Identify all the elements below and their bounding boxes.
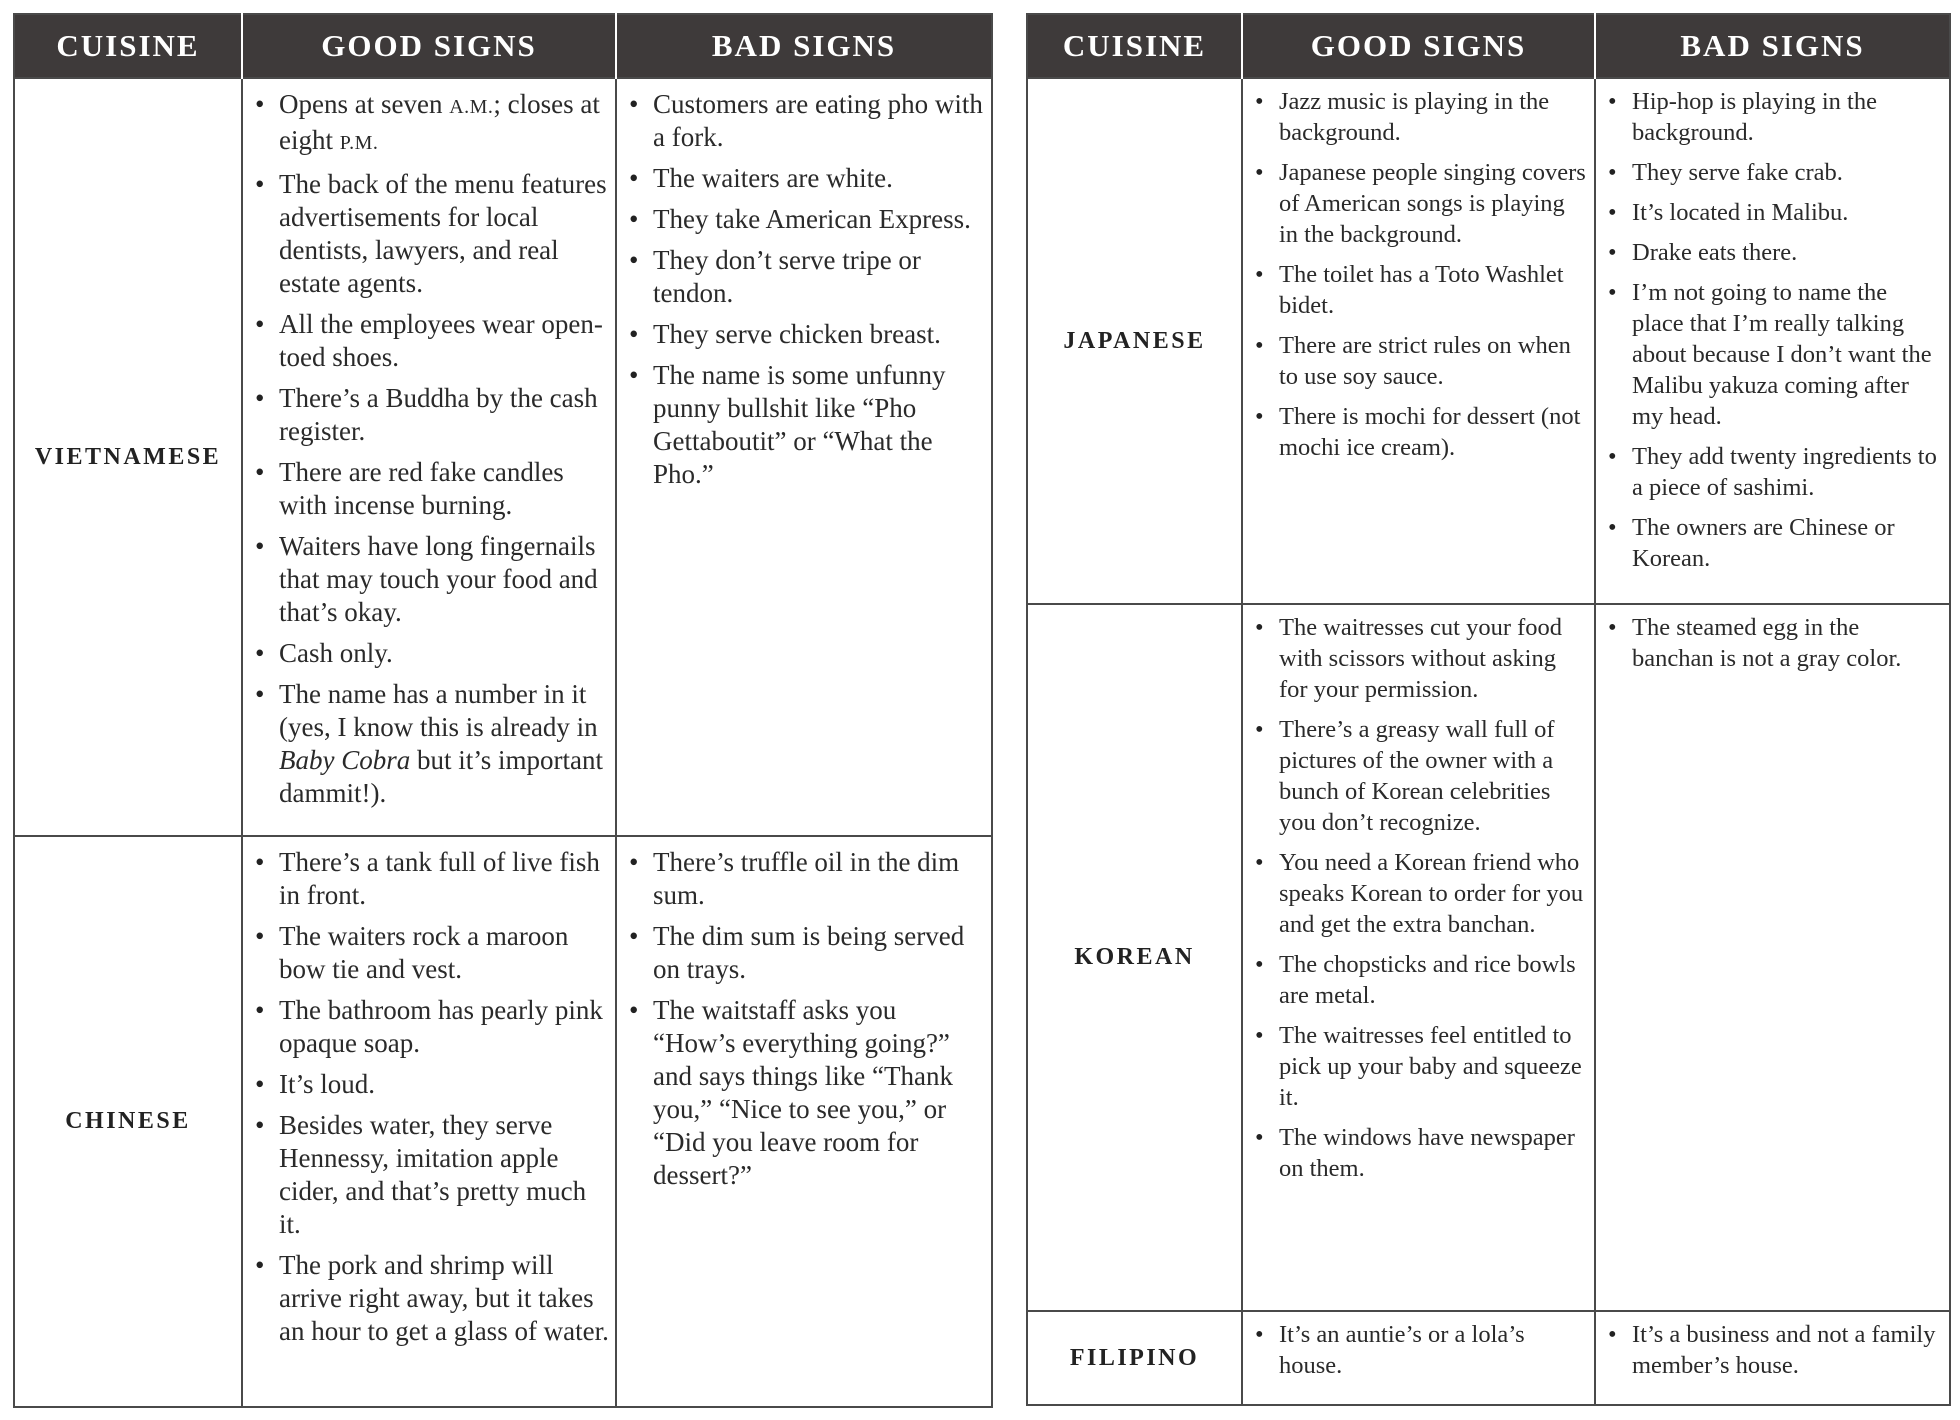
item-text: I’m not going to name the place that I’m really talking about because I don’t want the Malibu yakuza coming after my head. (1632, 279, 1932, 430)
bad-signs-cell (616, 78, 992, 836)
list-item (627, 162, 985, 195)
good-signs-list (1243, 605, 1594, 1184)
good-signs-cell (1242, 78, 1595, 604)
item-text: The dim sum is being served on trays. (653, 921, 965, 984)
list-item (253, 1249, 609, 1348)
header-bad-signs: BAD SIGNS (1595, 14, 1950, 78)
good-signs-list (1243, 1312, 1594, 1381)
item-text: The waitstaff asks you “How’s everything going?” and says things like “Thank you,” “Nice to see you,” or “Did you leave room for dessert?” (653, 995, 953, 1190)
item-text: It’s a business and not a family member’s house. (1632, 1321, 1936, 1379)
list-item (1253, 401, 1588, 463)
good-signs-list (243, 837, 615, 1348)
header-good-signs: GOOD SIGNS (242, 14, 616, 78)
item-text: The toilet has a Toto Washlet bidet. (1279, 261, 1564, 319)
bad-signs-list (1596, 79, 1949, 574)
list-item (1606, 277, 1943, 432)
list-item (253, 1068, 609, 1101)
list-item (1606, 441, 1943, 503)
item-text: There’s a tank full of live fish in front. (279, 847, 600, 910)
header-cuisine: CUISINE (1027, 14, 1242, 78)
list-item (253, 1109, 609, 1241)
list-item (627, 203, 985, 236)
row-vietnamese (14, 78, 992, 836)
good-signs-list (243, 79, 615, 810)
item-text: Besides water, they serve Hennessy, imitation apple cider, and that’s pretty much it. (279, 1110, 587, 1239)
cuisine-cell: KOREAN (1027, 604, 1242, 1311)
item-text: There’s a Buddha by the cash register. (279, 383, 598, 446)
row-chinese (14, 836, 992, 1407)
list-item (627, 359, 985, 491)
list-item (253, 456, 609, 522)
list-item (627, 994, 985, 1192)
list-item (253, 637, 609, 670)
list-item (1606, 612, 1943, 674)
list-item (1606, 86, 1943, 148)
good-signs-cell (1242, 604, 1595, 1311)
item-text: The owners are Chinese or Korean. (1632, 514, 1895, 572)
item-text: They take American Express. (653, 204, 971, 234)
list-item (1606, 512, 1943, 574)
list-item (253, 88, 609, 160)
left-table (13, 13, 993, 1408)
item-text: They add twenty ingredients to a piece of sashimi. (1632, 443, 1937, 501)
item-text: The steamed egg in the banchan is not a gray color. (1632, 614, 1902, 672)
list-item (1606, 197, 1943, 228)
bad-signs-cell (1595, 78, 1950, 604)
item-text: There’s truffle oil in the dim sum. (653, 847, 960, 910)
item-text: The waitresses cut your food with scissors without asking for your permission. (1279, 614, 1563, 703)
right-table (1026, 13, 1951, 1406)
row-filipino (1027, 1311, 1950, 1405)
item-text: They don’t serve tripe or tendon. (653, 245, 921, 308)
list-item (627, 846, 985, 912)
item-text: The waiters are white. (653, 163, 893, 193)
item-text: Jazz music is playing in the background. (1279, 88, 1550, 146)
item-text: There are red fake candles with incense burning. (279, 457, 564, 520)
header-bad-signs: BAD SIGNS (616, 14, 992, 78)
cuisine-cell: CHINESE (14, 836, 242, 1407)
list-item (1253, 847, 1588, 940)
good-signs-cell (242, 836, 616, 1407)
list-item (1253, 949, 1588, 1011)
item-text: All the employees wear open-toed shoes. (279, 309, 603, 372)
item-text: The waitresses feel entitled to pick up your baby and squeeze it. (1279, 1022, 1582, 1111)
list-item (627, 318, 985, 351)
item-text: You need a Korean friend who speaks Korean to order for you and get the extra banchan. (1279, 849, 1584, 938)
item-text: The chopsticks and rice bowls are metal. (1279, 951, 1576, 1009)
list-item (1606, 157, 1943, 188)
bad-signs-cell (616, 836, 992, 1407)
list-item (1606, 1319, 1943, 1381)
item-text: It’s located in Malibu. (1632, 199, 1849, 226)
list-item (1253, 157, 1588, 250)
item-text: Hip-hop is playing in the background. (1632, 88, 1877, 146)
list-item (253, 168, 609, 300)
list-item (627, 244, 985, 310)
item-text: There’s a greasy wall full of pictures of the owner with a bunch of Korean celebrities you don’t recognize. (1279, 716, 1555, 836)
item-text: The bathroom has pearly pink opaque soap. (279, 995, 603, 1058)
item-text: Japanese people singing covers of American songs is playing in the background. (1279, 159, 1586, 248)
header-cuisine: CUISINE (14, 14, 242, 78)
header-row (1027, 14, 1950, 78)
list-item (1253, 1319, 1588, 1381)
good-signs-cell (1242, 1311, 1595, 1405)
item-text: The pork and shrimp will arrive right away, but it takes an hour to get a glass of water. (279, 1250, 609, 1346)
item-text: The windows have newspaper on them. (1279, 1124, 1575, 1182)
list-item (253, 920, 609, 986)
item-text: The waiters rock a maroon bow tie and vest. (279, 921, 569, 984)
list-item (253, 530, 609, 629)
item-text: There are strict rules on when to use soy sauce. (1279, 332, 1571, 390)
good-signs-list (1243, 79, 1594, 463)
list-item (1253, 1122, 1588, 1184)
list-item (253, 994, 609, 1060)
item-text: Drake eats there. (1632, 239, 1798, 266)
item-text: It’s an auntie’s or a lola’s house. (1279, 1321, 1525, 1379)
list-item (1253, 86, 1588, 148)
list-item (1606, 237, 1943, 268)
bad-signs-list (1596, 605, 1949, 674)
row-japanese (1027, 78, 1950, 604)
item-text: The name is some unfunny punny bullshit like “Pho Gettaboutit” or “What the Pho.” (653, 360, 946, 489)
item-text: It’s loud. (279, 1069, 376, 1099)
bad-signs-cell (1595, 1311, 1950, 1405)
item-text: Waiters have long fingernails that may touch your food and that’s okay. (279, 531, 598, 627)
list-item (253, 382, 609, 448)
header-good-signs: GOOD SIGNS (1242, 14, 1595, 78)
item-text: Cash only. (279, 638, 393, 668)
item-text: They serve chicken breast. (653, 319, 941, 349)
item-text: The name has a number in it (yes, I know this is already in Baby Cobra but it’s important dammit!). (279, 679, 603, 808)
item-text: There is mochi for dessert (not mochi ice cream). (1279, 403, 1581, 461)
list-item (627, 88, 985, 154)
list-item (1253, 330, 1588, 392)
cuisine-cell: VIETNAMESE (14, 78, 242, 836)
bad-signs-cell (1595, 604, 1950, 1311)
list-item (253, 678, 609, 810)
item-text: They serve fake crab. (1632, 159, 1843, 186)
list-item (1253, 259, 1588, 321)
list-item (1253, 1020, 1588, 1113)
cuisine-cell: FILIPINO (1027, 1311, 1242, 1405)
item-text: The back of the menu features advertisements for local dentists, lawyers, and real estate agents. (279, 169, 607, 298)
bad-signs-list (617, 837, 991, 1192)
item-text: Opens at seven A.M.; closes at eight P.M. (279, 89, 600, 155)
good-signs-cell (242, 78, 616, 836)
item-text: Customers are eating pho with a fork. (653, 89, 983, 152)
bad-signs-list (617, 79, 991, 491)
row-korean (1027, 604, 1950, 1311)
list-item (253, 846, 609, 912)
list-item (1253, 714, 1588, 838)
list-item (1253, 612, 1588, 705)
bad-signs-list (1596, 1312, 1949, 1381)
cuisine-cell: JAPANESE (1027, 78, 1242, 604)
list-item (253, 308, 609, 374)
list-item (627, 920, 985, 986)
header-row (14, 14, 992, 78)
